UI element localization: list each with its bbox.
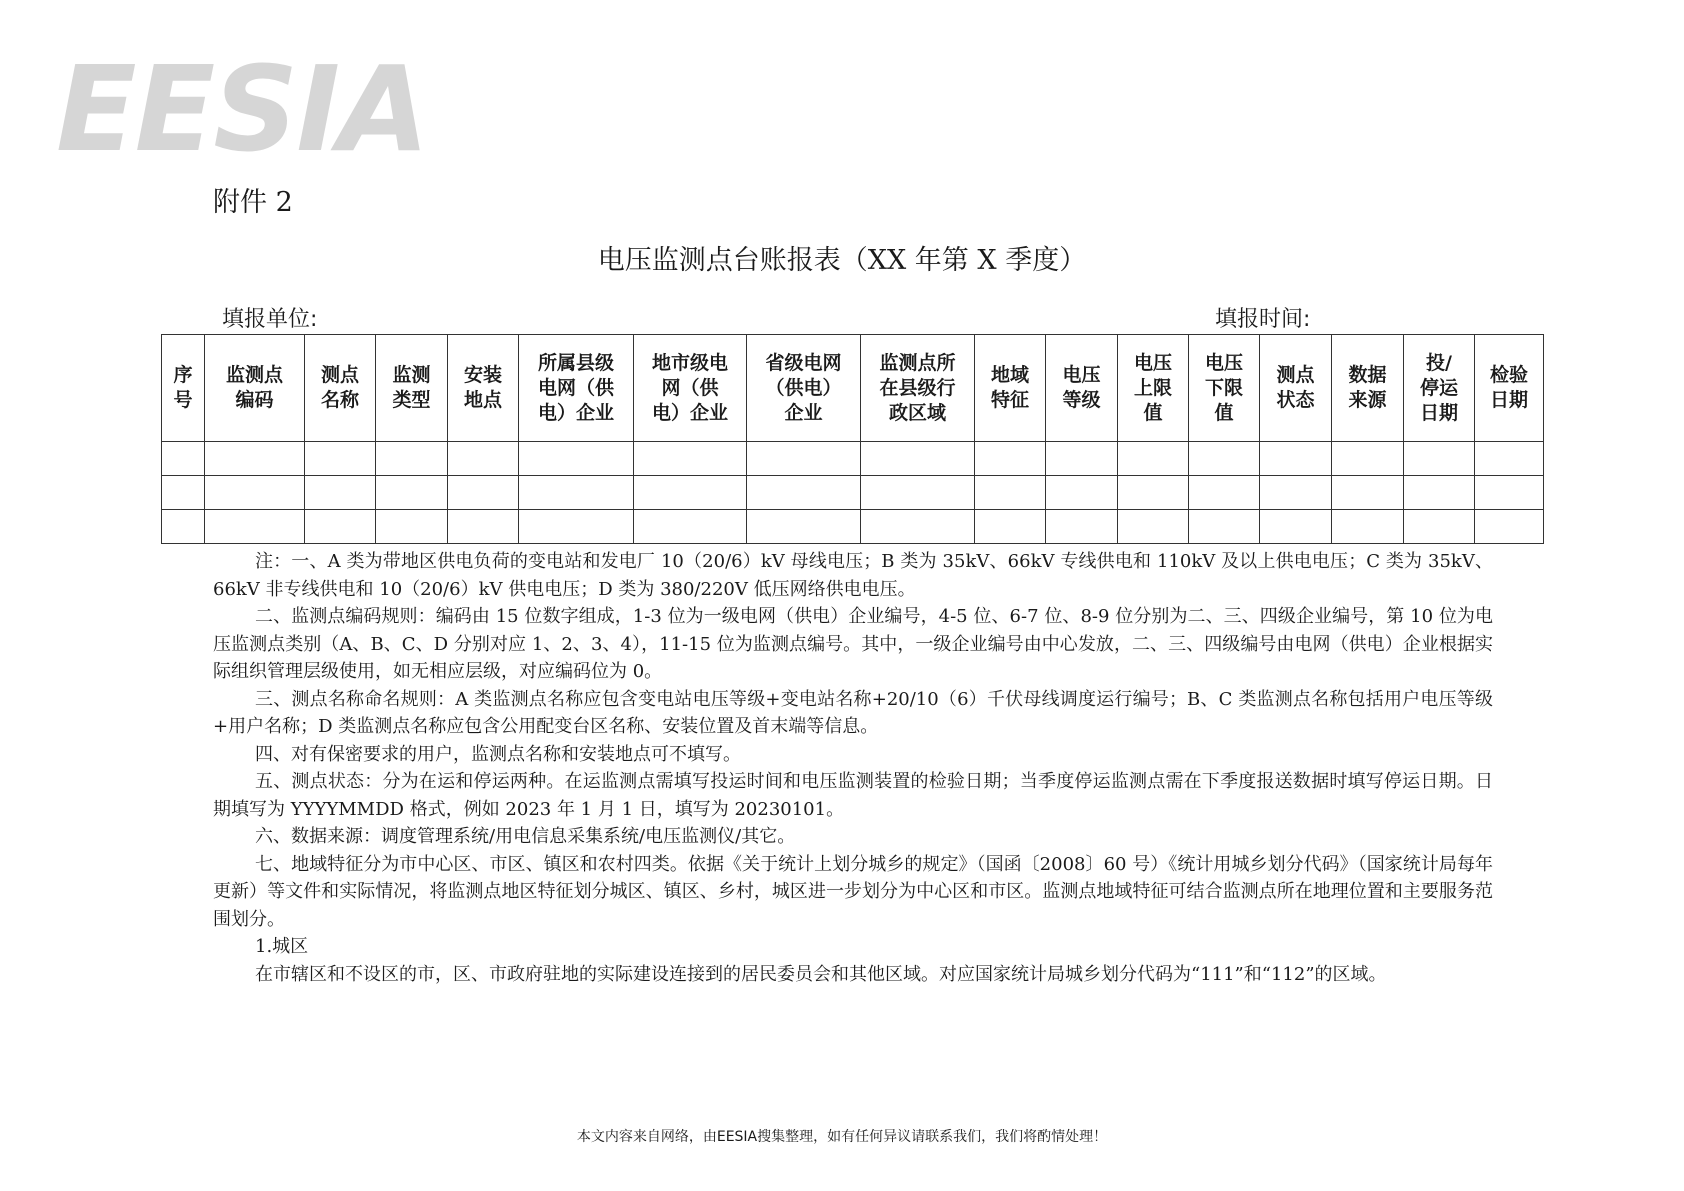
table-cell[interactable] — [1046, 442, 1118, 476]
col-header-inspection-date: 检验日期 — [1475, 335, 1544, 442]
note-paragraph: 六、数据来源：调度管理系统/用电信息采集系统/电压监测仪/其它。 — [255, 826, 796, 847]
col-header-seq: 序号 — [162, 335, 205, 442]
table-cell[interactable] — [747, 510, 861, 544]
col-header-lower-limit: 电压下限值 — [1189, 335, 1260, 442]
note-paragraph: 注：一、A 类为带地区供电负荷的变电站和发电厂 10（20/6）kV 母线电压；B 类为 35kV、66kV 专线供电和 110kV 及以上供电电压；C 类为 35kV、66kV 非专线供电和 10（20/6）kV 供电电压；D 类为 380/220V 低压网络供电电压。 — [213, 551, 1493, 600]
table-cell[interactable] — [205, 442, 305, 476]
note-paragraph: 在市辖区和不设区的市，区、市政府驻地的实际建设连接到的居民委员会和其他区域。对应国家统计局城乡划分代码为“111”和“112”的区域。 — [255, 963, 1387, 985]
table-cell[interactable] — [519, 510, 634, 544]
table-cell[interactable] — [376, 510, 448, 544]
col-header-province-grid: 省级电网（供电）企业 — [747, 335, 861, 442]
table-cell[interactable] — [1260, 442, 1332, 476]
table-cell[interactable] — [747, 442, 861, 476]
table-cell[interactable] — [162, 510, 205, 544]
col-header-code: 监测点编码 — [205, 335, 305, 442]
table-cell[interactable] — [1332, 476, 1404, 510]
table-cell[interactable] — [861, 476, 975, 510]
table-cell[interactable] — [448, 442, 519, 476]
col-header-city-grid: 地市级电网（供电）企业 — [634, 335, 747, 442]
table-cell[interactable] — [305, 442, 376, 476]
col-header-status: 测点状态 — [1260, 335, 1332, 442]
col-header-upper-limit: 电压上限值 — [1118, 335, 1189, 442]
table-cell[interactable] — [1189, 442, 1260, 476]
table-cell[interactable] — [1260, 510, 1332, 544]
table-cell[interactable] — [634, 510, 747, 544]
table-cell[interactable] — [634, 476, 747, 510]
page-title: 电压监测点台账报表（XX 年第 X 季度） — [597, 245, 1087, 276]
table-cell[interactable] — [1404, 510, 1475, 544]
note-paragraph: 三、测点名称命名规则：A 类监测点名称应包含变电站电压等级+变电站名称+20/10（6）千伏母线调度运行编号；B、C 类监测点名称包括用户电压等级+用户名称；D 类监测点名称应包含公用配变台区名称、安装位置及首末端等信息。 — [213, 688, 1493, 737]
table-cell[interactable] — [975, 442, 1046, 476]
table-cell[interactable] — [975, 476, 1046, 510]
table-cell[interactable] — [305, 476, 376, 510]
note-paragraph: 二、监测点编码规则：编码由 15 位数字组成，1-3 位为一级电网（供电）企业编号，4-5 位、6-7 位、8-9 位分别为二、三、四级企业编号，第 10 位为电压监测点类别（A、B、C、D 分别对应 1、2、3、4），11-15 位为监测点编号。其中，一级企业编号由中心发放，二、三、四级编号由电网（供电）企业根据实际组织管理层级使用，如无相应层级，对应编码位为 0。 — [213, 606, 1493, 682]
fill-time-label: 填报时间: — [1215, 307, 1311, 332]
col-header-region-feature: 地域特征 — [975, 335, 1046, 442]
table-cell[interactable] — [1475, 510, 1544, 544]
col-header-type: 监测类型 — [376, 335, 448, 442]
table-cell[interactable] — [1332, 442, 1404, 476]
table-cell[interactable] — [1118, 442, 1189, 476]
table-cell[interactable] — [162, 476, 205, 510]
col-header-data-source: 数据来源 — [1332, 335, 1404, 442]
note-paragraph: 1.城区 — [255, 936, 309, 957]
table-cell[interactable] — [519, 442, 634, 476]
notes-section — [213, 548, 1493, 988]
table-cell[interactable] — [1475, 442, 1544, 476]
table-cell[interactable] — [1118, 476, 1189, 510]
table-cell[interactable] — [861, 510, 975, 544]
table-cell[interactable] — [975, 510, 1046, 544]
table-cell[interactable] — [162, 442, 205, 476]
fill-unit-label: 填报单位: — [222, 307, 318, 332]
eesia-logo: EESIA — [56, 40, 428, 178]
table-cell[interactable] — [1189, 476, 1260, 510]
table-cell[interactable] — [747, 476, 861, 510]
table-cell[interactable] — [1189, 510, 1260, 544]
table-cell[interactable] — [519, 476, 634, 510]
table-cell[interactable] — [376, 476, 448, 510]
table-cell[interactable] — [1475, 476, 1544, 510]
table-cell[interactable] — [376, 442, 448, 476]
table-cell[interactable] — [305, 510, 376, 544]
table-cell[interactable] — [1046, 476, 1118, 510]
ledger-table — [161, 334, 1544, 544]
table-cell[interactable] — [634, 442, 747, 476]
table-cell[interactable] — [1332, 510, 1404, 544]
table-cell[interactable] — [861, 442, 975, 476]
table-cell[interactable] — [1260, 476, 1332, 510]
table-cell[interactable] — [448, 476, 519, 510]
table-cell[interactable] — [1046, 510, 1118, 544]
table-cell[interactable] — [205, 510, 305, 544]
footer-disclaimer: 本文内容来自网络，由EESIA搜集整理，如有任何异议请联系我们，我们将酌情处理！ — [576, 1129, 1108, 1145]
col-header-name: 测点名称 — [305, 335, 376, 442]
table-cell[interactable] — [1118, 510, 1189, 544]
col-header-admin-region: 监测点所在县级行政区域 — [861, 335, 975, 442]
table-row — [162, 476, 1544, 510]
col-header-start-stop-date: 投/停运日期 — [1404, 335, 1475, 442]
note-paragraph: 七、地域特征分为市中心区、市区、镇区和农村四类。依据《关于统计上划分城乡的规定》（国函〔2008〕60 号）《统计用城乡划分代码》（国家统计局每年更新）等文件和实际情况，将监测点地区特征划分城区、镇区、乡村，城区进一步划分为中心区和市区。监测点地域特征可结合监测点所在地理位置和主要服务范围划分。 — [213, 853, 1493, 930]
col-header-county-grid: 所属县级电网（供电）企业 — [519, 335, 634, 442]
note-paragraph: 四、对有保密要求的用户，监测点名称和安装地点可不填写。 — [255, 743, 741, 765]
table-row — [162, 442, 1544, 476]
col-header-location: 安装地点 — [448, 335, 519, 442]
table-cell[interactable] — [1404, 442, 1475, 476]
table-cell[interactable] — [1404, 476, 1475, 510]
table-row — [162, 510, 1544, 544]
attachment-label: 附件 2 — [213, 187, 293, 218]
note-paragraph: 五、测点状态：分为在运和停运两种。在运监测点需填写投运时间和电压监测装置的检验日期；当季度停运监测点需在下季度报送数据时填写停运日期。日期填写为 YYYYMMDD 格式，例如 2023 年 1 月 1 日，填写为 20230101。 — [213, 771, 1493, 820]
table-cell[interactable] — [448, 510, 519, 544]
col-header-voltage-level: 电压等级 — [1046, 335, 1118, 442]
table-cell[interactable] — [205, 476, 305, 510]
